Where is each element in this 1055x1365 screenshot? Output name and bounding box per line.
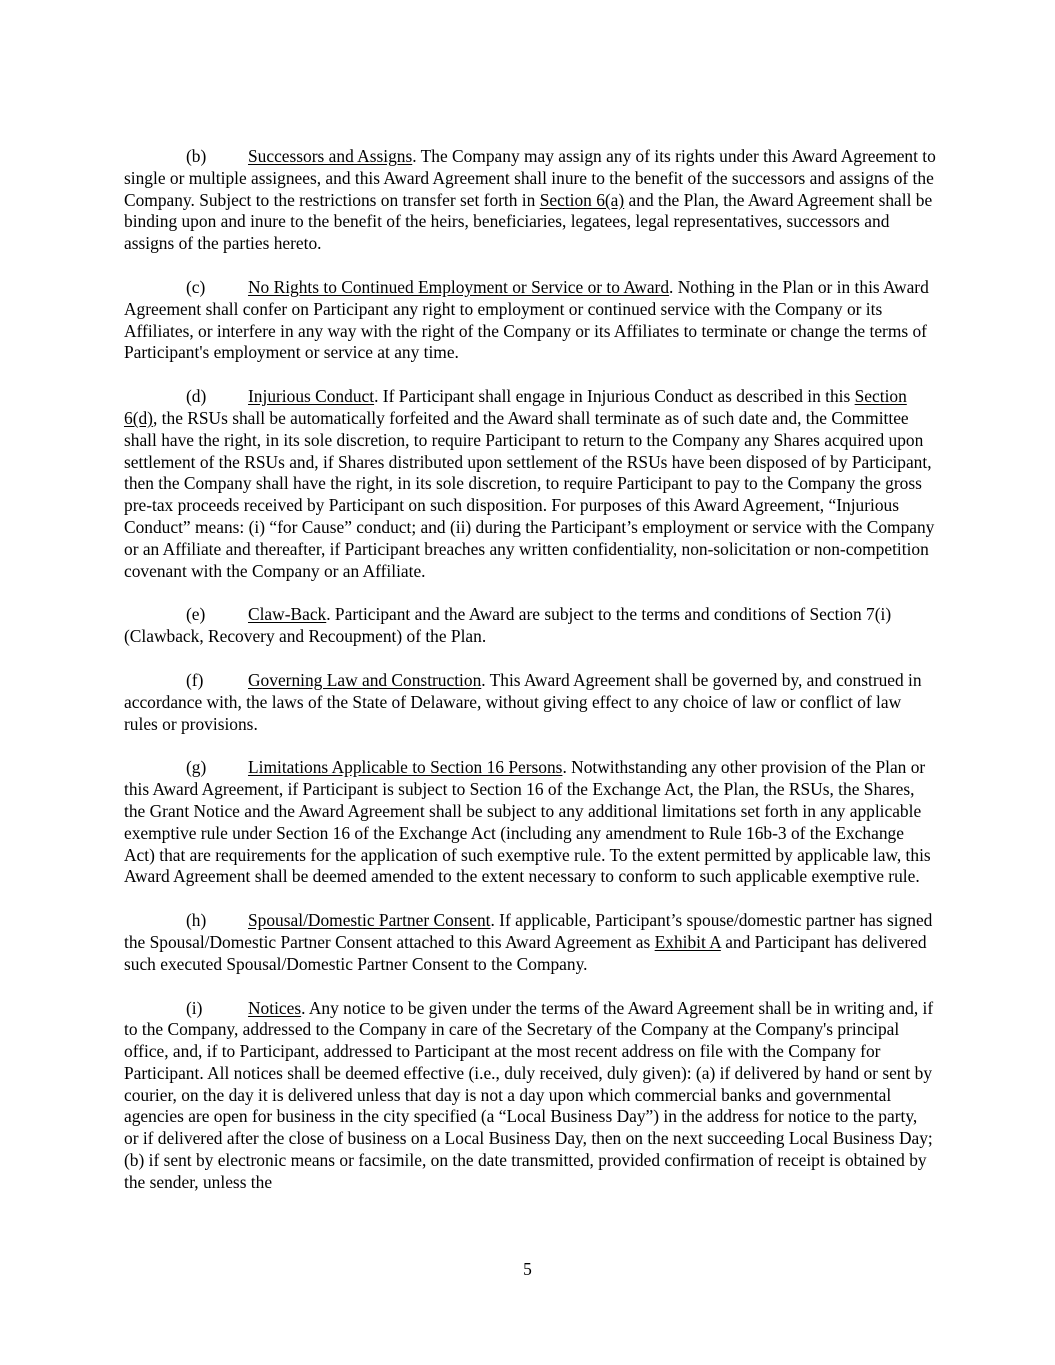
exhibit-reference: Exhibit A [654,931,721,952]
paragraph-g [124,757,936,888]
paragraph-label: (d) [186,386,207,407]
paragraph-b [124,146,936,255]
paragraph-text: . Nothing in the Plan or in this Award Agreement shall confer on Participant any right to employment or continued service with the Company or its Affiliates, or interfere in any way with the right of the Company or its Affiliates to terminate or change the terms of Participant's employment or service at any time. [124,276,929,363]
paragraph-e [124,604,936,648]
paragraph-text: and the Plan, the Award Agreement shall be binding upon and inure to the benefit of the heirs, beneficiaries, legatees, legal representatives, successors and assigns of the parties hereto. [124,189,933,254]
section-reference: Section 6(a) [539,189,625,210]
paragraph-text: . Notwithstanding any other provision of the Plan or this Award Agreement, if Participant is subject to Section 16 of the Exchange Act, the Plan, the RSUs, the Shares, the Grant Notice and the Award Agreement shall be subject to any additional limitations set forth in any applicable exemptive rule under Section 16 of the Exchange Act (including any amendment to Rule 16b-3 of the Exchange Act) that are requirements for the application of such exemptive rule. To the extent permitted by applicable law, this Award Agreement shall be deemed amended to the extent necessary to conform to such applicable exemptive rule. [124,757,931,887]
section-reference: Section 6(d) [124,386,907,428]
paragraph-c [124,277,936,364]
paragraph-text: . Any notice to be given under the terms of the Award Agreement shall be in writing and, if to the Company, addressed to the Company in care of the Secretary of the Company at the Company's principal office, and, if to Participant, addressed to Participant at the most recent address on file with the Company for Participant. All notices shall be deemed effective (i.e., duly received, duly given): (a) if delivered by hand or sent by courier, on the day it is delivered unless that day is not a day upon which commercial banks and governmental agencies are open for business in the city specified (a “Local Business Day”) in the address for notice to the party, or if delivered after the close of business on a Local Business Day, then on the next succeeding Local Business Day; (b) if sent by electronic means or facsimile, on the date transmitted, provided confirmation of receipt is obtained by the sender, unless the [124,997,934,1192]
paragraph-text: . This Award Agreement shall be governed by, and construed in accordance with, the laws of the State of Delaware, without giving effect to any choice of law or conflict of law rules or provisions. [124,669,922,734]
paragraph-label: (c) [186,276,206,297]
paragraph-label: (h) [186,910,207,931]
paragraph-text: . The Company may assign any of its rights under this Award Agreement to single or multiple assignees, and this Award Agreement shall inure to the benefit of the successors and assigns of the Company. Subject to the restrictions on transfer set forth in [124,146,936,210]
paragraph-text: . If Participant shall engage in Injurious Conduct as described in this [374,386,855,407]
heading-successors-and-assigns: Successors and Assigns [248,146,413,166]
paragraph-text: . If applicable, Participant’s spouse/domestic partner has signed the Spousal/Domestic Partner Consent attached to this Award Agreement as [124,910,933,952]
heading-claw-back: Claw-Back [248,604,327,625]
paragraph-i [124,998,936,1194]
paragraph-label: (f) [186,669,204,690]
heading-spousal-consent: Spousal/Domestic Partner Consent [248,910,491,931]
page-number: 5 [523,1259,532,1279]
paragraph-d [124,386,936,582]
heading-governing-law: Governing Law and Construction [248,669,482,690]
paragraph-text: . Participant and the Award are subject to the terms and conditions of Section 7(i) (Clawback, Recovery and Recoupment) of the Plan. [124,604,892,647]
heading-notices: Notices [248,997,302,1018]
paragraph-label: (b) [186,146,207,166]
paragraph-label: (g) [186,757,207,778]
paragraph-label: (e) [186,604,206,625]
paragraph-f [124,670,936,735]
heading-section-16-limitations: Limitations Applicable to Section 16 Persons [248,757,563,778]
heading-no-rights-to-continued-employment: No Rights to Continued Employment or Service or to Award [248,276,670,297]
heading-injurious-conduct: Injurious Conduct [248,386,375,407]
paragraph-text: , the RSUs shall be automatically forfeited and the Award shall terminate as of such date and, the Committee shall have the right, in its sole discretion, to require Participant to return to the Company any Shares acquired upon settlement of the RSUs and, if Shares distributed upon settlement of the RSUs have been disposed of by Participant, then the Company shall have the right, in its sole discretion, to require Participant to pay to the Company the gross pre-tax proceeds received by Participant on such disposition. For purposes of this Award Agreement, “Injurious Conduct” means: (i) “for Cause” conduct; and (ii) during the Participant’s employment or service with the Company or an Affiliate and thereafter, if Participant breaches any written confidentiality, non-solicitation or non-competition covenant with the Company or an Affiliate. [124,407,935,581]
paragraph-text: and Participant has delivered such executed Spousal/Domestic Partner Consent to the Company. [124,931,927,974]
paragraph-label: (i) [186,997,203,1018]
paragraph-h [124,910,936,975]
document-page [124,146,936,1216]
